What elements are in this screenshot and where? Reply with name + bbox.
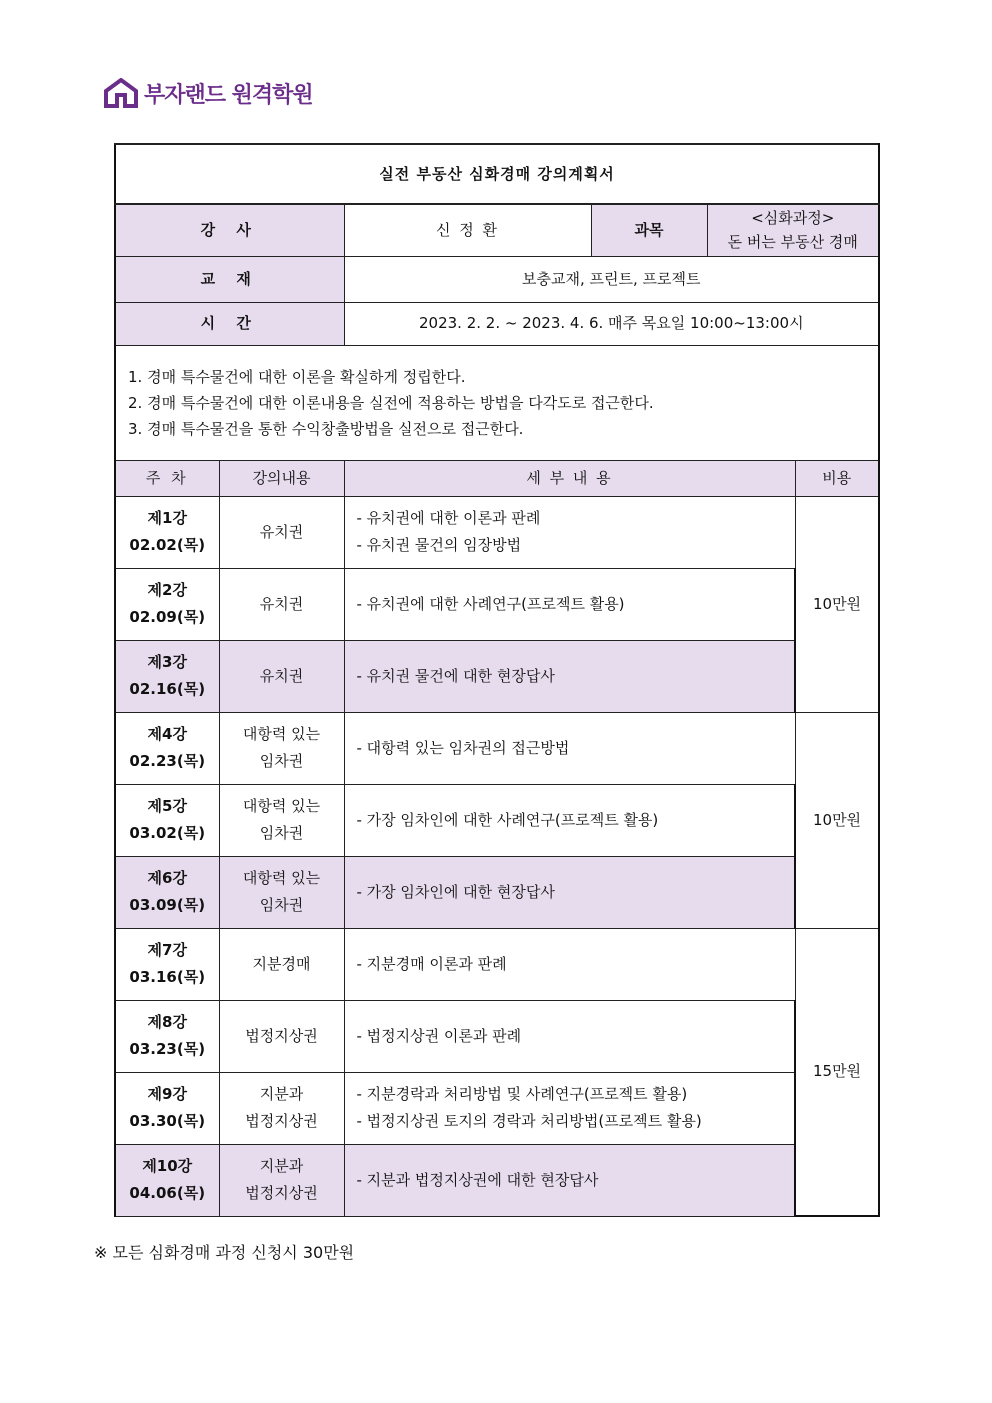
lecture-week: 제6강 03.09(목) (115, 856, 219, 928)
lecture-week: 제8강 03.23(목) (115, 1000, 219, 1072)
academy-name: 부자랜드 원격학원 (144, 82, 313, 108)
academy-logo (104, 76, 313, 110)
lecture-details: - 지분과 법정지상권에 대한 현장답사 (344, 1144, 795, 1216)
fee-value: 15만원 (795, 928, 879, 1216)
fee-value: 10만원 (795, 712, 879, 928)
lecture-week: 제4강 02.23(목) (115, 712, 219, 784)
house-icon (104, 78, 138, 108)
lecture-week: 제2강 02.09(목) (115, 568, 219, 640)
subject-line-2: 돈 버는 부동산 경매 (727, 233, 858, 252)
time-value: 2023. 2. 2. ~ 2023. 4. 6. 매주 목요일 10:00~13:00시 (344, 302, 879, 345)
time-label: 시 간 (115, 302, 344, 345)
lecture-topic: 대항력 있는 임차권 (219, 712, 344, 784)
lecture-topic: 법정지상권 (219, 1000, 344, 1072)
textbook-label: 교 재 (115, 256, 344, 302)
lecture-topic: 대항력 있는 임차권 (219, 856, 344, 928)
lecture-topic: 유치권 (219, 568, 344, 640)
goal-item: 3. 경매 특수물건을 통한 수익창출방법을 실전으로 접근한다. (128, 419, 524, 438)
lecture-topic: 유치권 (219, 640, 344, 712)
lecture-details: - 유치권에 대한 사례연구(프로젝트 활용) (344, 568, 795, 640)
goal-item: 2. 경매 특수물건에 대한 이론내용을 실전에 적용하는 방법을 다각도로 접근한다. (128, 393, 654, 412)
lecture-topic: 지분과 법정지상권 (219, 1144, 344, 1216)
week-header: 주 차 (115, 460, 219, 496)
lecture-topic: 지분과 법정지상권 (219, 1072, 344, 1144)
subject-line-1: <심화과정> (751, 209, 835, 228)
lecture-details: - 법정지상권 이론과 판례 (344, 1000, 795, 1072)
lecture-details: - 유치권에 대한 이론과 판례 - 유치권 물건의 임장방법 (344, 496, 795, 568)
lecture-details: - 가장 임차인에 대한 사례연구(프로젝트 활용) (344, 784, 795, 856)
fee-header: 비용 (795, 460, 879, 496)
instructor-value: 신 정 환 (344, 204, 591, 256)
page-title: 실전 부동산 심화경매 강의계획서 (115, 144, 879, 204)
lecture-details: - 유치권 물건에 대한 현장답사 (344, 640, 795, 712)
lecture-details: - 지분경매 이론과 판례 (344, 928, 795, 1000)
instructor-label: 강 사 (115, 204, 344, 256)
footnote: ※ 모든 심화경매 과정 신청시 30만원 (94, 1243, 355, 1262)
lecture-week: 제10강 04.06(목) (115, 1144, 219, 1216)
subject-value (707, 204, 879, 256)
fee-value: 10만원 (795, 496, 879, 712)
textbook-value: 보충교재, 프린트, 프로젝트 (344, 256, 879, 302)
lecture-week: 제5강 03.02(목) (115, 784, 219, 856)
lecture-topic: 지분경매 (219, 928, 344, 1000)
lecture-details: - 대항력 있는 임차권의 접근방법 (344, 712, 795, 784)
lecture-week: 제1강 02.02(목) (115, 496, 219, 568)
topic-header: 강의내용 (219, 460, 344, 496)
lecture-topic: 유치권 (219, 496, 344, 568)
lecture-details: - 지분경락과 처리방법 및 사례연구(프로젝트 활용) - 법정지상권 토지의 경락과 처리방법(프로젝트 활용) (344, 1072, 795, 1144)
lecture-week: 제9강 03.30(목) (115, 1072, 219, 1144)
details-header: 세 부 내 용 (344, 460, 795, 496)
lecture-details: - 가장 임차인에 대한 현장답사 (344, 856, 795, 928)
subject-label: 과목 (591, 204, 707, 256)
lecture-topic: 대항력 있는 임차권 (219, 784, 344, 856)
lecture-week: 제3강 02.16(목) (115, 640, 219, 712)
goal-item: 1. 경매 특수물건에 대한 이론을 확실하게 정립한다. (128, 367, 466, 386)
lecture-week: 제7강 03.16(목) (115, 928, 219, 1000)
course-goals (115, 345, 879, 460)
lecture-plan-table (114, 143, 880, 1217)
